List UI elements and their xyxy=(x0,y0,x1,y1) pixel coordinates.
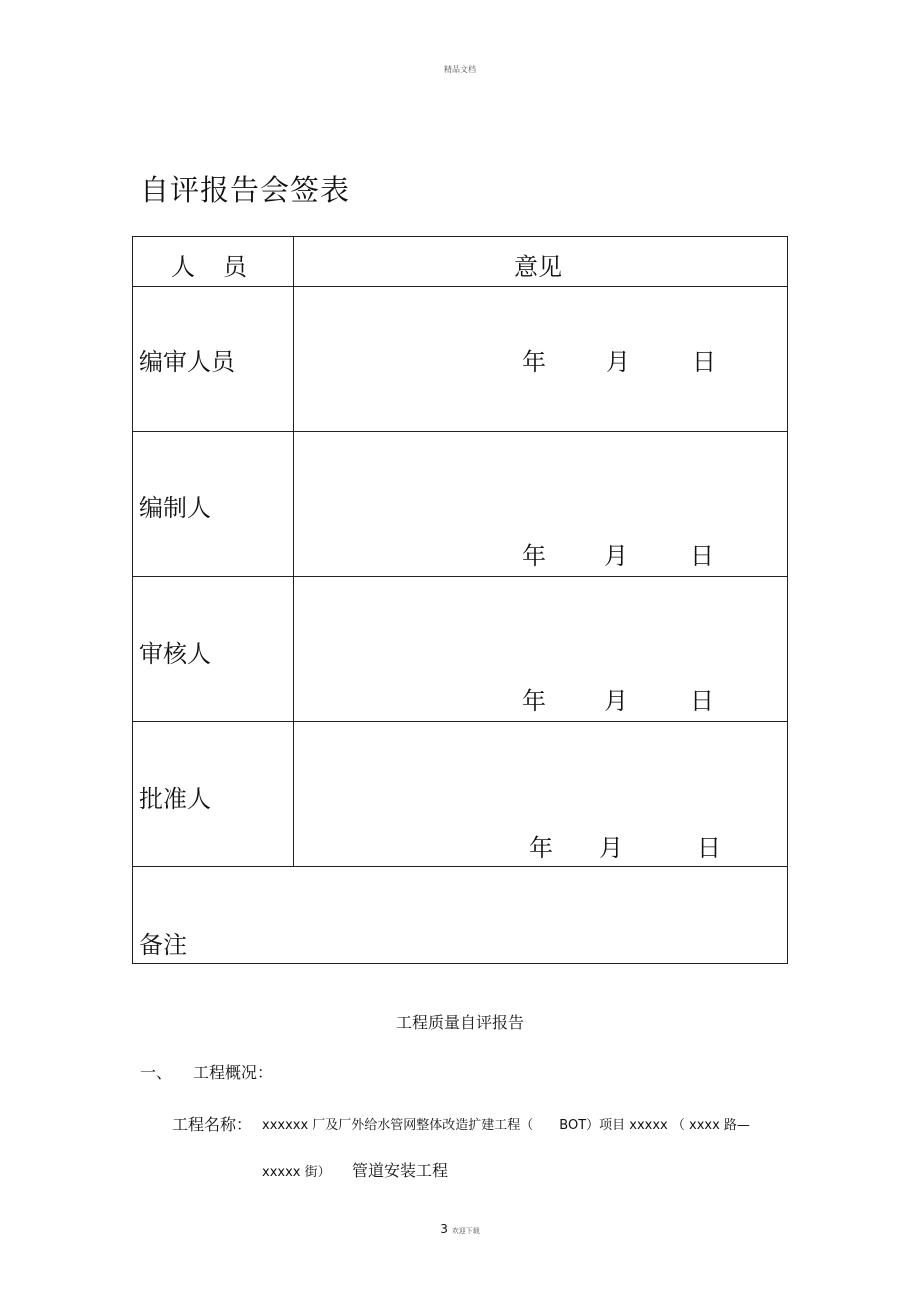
date-year: 年 xyxy=(529,834,553,862)
date-year: 年 xyxy=(522,348,546,376)
page-number: 3 xyxy=(440,1222,448,1236)
role-cell xyxy=(133,432,294,577)
form-title: 自评报告会签表 xyxy=(140,173,351,207)
opinion-cell[interactable] xyxy=(294,432,788,577)
role-cell xyxy=(133,577,294,722)
table-row xyxy=(133,287,788,432)
role-cell xyxy=(133,287,294,432)
sign-off-table xyxy=(132,236,788,964)
project-name-line-1: xxxxxx 厂及厂外给水管网整体改造扩建工程（ BOT）项目 xxxxx （ xxxx 路— xyxy=(262,1118,750,1133)
opinion-cell[interactable] xyxy=(294,722,788,867)
header-person-cell xyxy=(133,237,294,287)
page-footer xyxy=(0,1222,920,1236)
role-label: 编制人 xyxy=(139,494,211,522)
table-row xyxy=(133,722,788,867)
project-name-line-2: xxxxx 街） xyxy=(262,1165,331,1180)
table-header-row xyxy=(133,237,788,287)
footer-tagline: 欢迎下载 xyxy=(451,1227,480,1235)
date-month: 月 xyxy=(604,687,628,715)
date-month: 月 xyxy=(606,348,630,376)
header-opinion: 意见 xyxy=(514,253,562,281)
date-day: 日 xyxy=(690,687,714,715)
project-name-line-2-suffix: 管道安装工程 xyxy=(352,1161,449,1180)
header-person-char-2: 员 xyxy=(223,253,247,281)
role-label: 编审人员 xyxy=(139,348,235,376)
date-day: 日 xyxy=(690,542,714,570)
report-title: 工程质量自评报告 xyxy=(395,1013,524,1032)
date-year: 年 xyxy=(522,687,546,715)
project-name-label: 工程名称： xyxy=(172,1115,253,1134)
role-label: 审核人 xyxy=(139,640,211,668)
role-cell xyxy=(133,722,294,867)
date-year: 年 xyxy=(522,542,546,570)
remarks-cell[interactable] xyxy=(133,867,788,964)
date-day: 日 xyxy=(692,348,716,376)
section-number: 一、 xyxy=(140,1063,173,1082)
date-day: 日 xyxy=(697,834,721,862)
header-opinion-cell xyxy=(294,237,788,287)
date-month: 月 xyxy=(604,542,628,570)
opinion-cell[interactable] xyxy=(294,287,788,432)
remarks-row xyxy=(133,867,788,964)
header-person-char-1: 人 xyxy=(171,253,195,281)
remarks-label: 备注 xyxy=(139,931,187,959)
date-month: 月 xyxy=(599,834,623,862)
role-label: 批准人 xyxy=(139,785,211,813)
opinion-cell[interactable] xyxy=(294,577,788,722)
section-heading: 工程概况： xyxy=(193,1063,274,1082)
table-row xyxy=(133,577,788,722)
header-watermark: 精品文档 xyxy=(444,65,476,74)
table-row xyxy=(133,432,788,577)
